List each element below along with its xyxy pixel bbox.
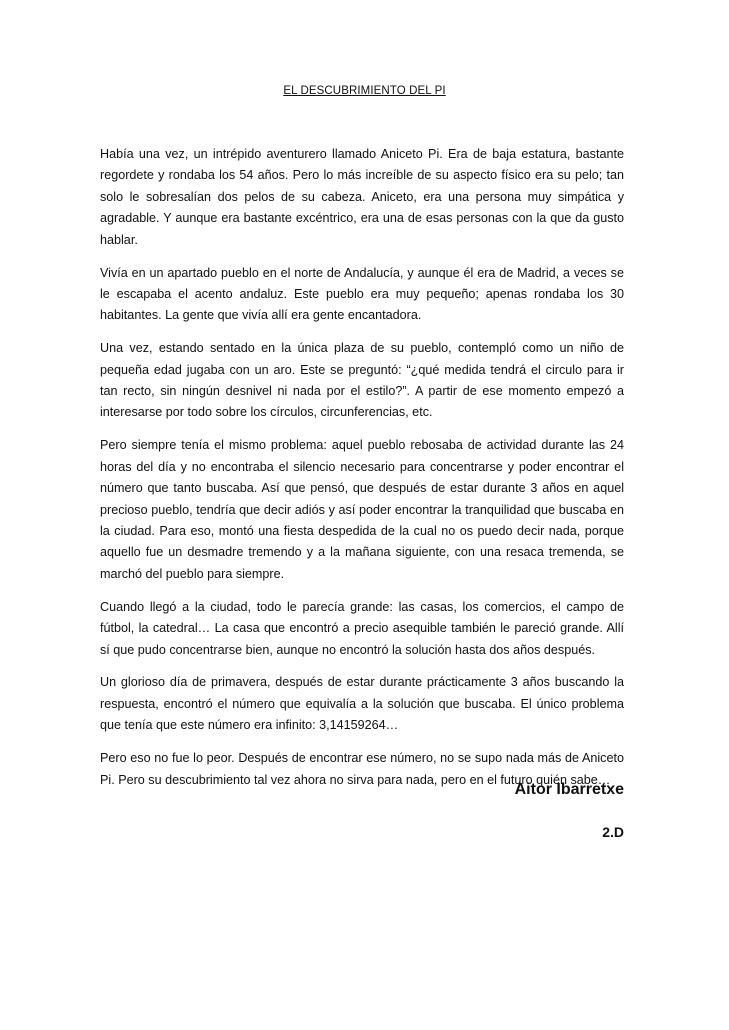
- signature-block: [515, 780, 624, 841]
- paragraph-7: Pero eso no fue lo peor. Después de encontrar ese número, no se supo nada más de Aniceto Pi. Pero su descubrimiento tal vez ahora no sirva para nada, pero en el futuro quién sabe…: [100, 751, 624, 787]
- paragraph-3: Una vez, estando sentado en la única plaza de su pueblo, contempló como un niño de pequeña edad jugaba con un aro. Este se preguntó: “¿qué medida tendrá el circulo para ir tan recto, sin ningún desnivel ni nada por el estilo?”. A partir de ese momento empezó a interesarse por todo sobre los círculos, circunferencias, etc.: [100, 341, 624, 420]
- paragraph-2: Vivía en un apartado pueblo en el norte de Andalucía, y aunque él era de Madrid, a veces se le escapaba el acento andaluz. Este pueblo era muy pequeño; apenas rondaba los 30 habitantes. La gente que vivía allí era gente encantadora.: [100, 265, 624, 323]
- class-group: 2.D: [602, 824, 624, 840]
- document-body: [100, 144, 624, 802]
- paragraph-4: Pero siempre tenía el mismo problema: aquel pueblo rebosaba de actividad durante las 24 horas del día y no encontraba el silencio necesario para concentrarse y poder encontrar el número que tanto buscaba. Así que pensó, que después de estar durante 3 años en aquel precioso pueblo, tendría que decir adiós y así poder encontrar la tranquilidad que buscaba en la ciudad. Para eso, montó una fiesta despedida de la cual no os puedo decir nada, porque aquello fue un desmadre tremendo y a la mañana siguiente, con una resaca tremenda, se marchó del pueblo para siempre.: [100, 438, 624, 581]
- paragraph-1: Había una vez, un intrépido aventurero llamado Aniceto Pi. Era de baja estatura, bastante regordete y rondaba los 54 años. Pero lo más increíble de su aspecto físico era su pelo; tan solo le sobresalían dos pelos de su cabeza. Aniceto, era una persona muy simpática y agradable. Y aunque era bastante excéntrico, era una de esas personas con la que da gusto hablar.: [100, 147, 624, 247]
- paragraph-6: Un glorioso día de primavera, después de estar durante prácticamente 3 años buscando la respuesta, encontró el número que equivalía a la solución que buscaba. El único problema que tenía que este número era infinito: 3,14159264…: [100, 675, 624, 733]
- paragraph-5: Cuando llegó a la ciudad, todo le parecía grande: las casas, los comercios, el campo de fútbol, la catedral… La casa que encontró a precio asequible también le pareció grande. Allí sí que pudo concentrarse bien, aunque no encontró la solución hasta dos años después.: [100, 599, 624, 657]
- document-title: EL DESCUBRIMIENTO DEL PI: [283, 85, 446, 97]
- author-name: Aitor Ibarretxe: [514, 781, 624, 798]
